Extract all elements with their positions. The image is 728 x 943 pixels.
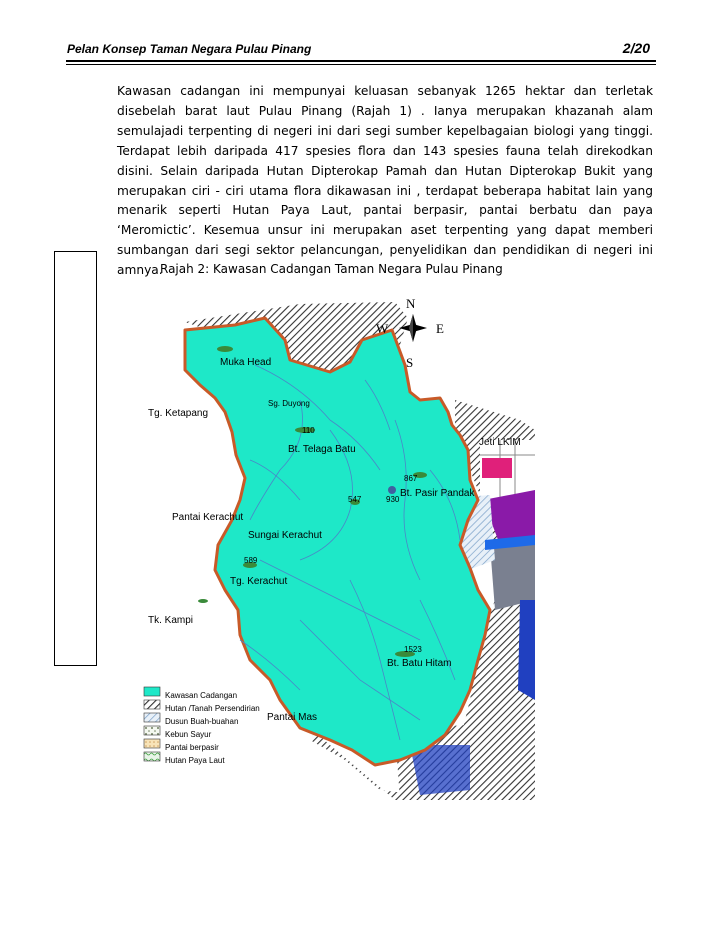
page-number: 2/20: [622, 40, 650, 56]
label-elev-589: 589: [244, 556, 258, 565]
compass-east: E: [436, 321, 444, 336]
label-sg-duyong: Sg. Duyong: [268, 399, 310, 408]
label-elev-930: 930: [386, 495, 400, 504]
label-tk-kampi: Tk. Kampi: [148, 615, 194, 626]
label-elev-1523: 1523: [404, 645, 422, 654]
magenta-block: [482, 458, 512, 478]
label-muka-head: Muka Head: [220, 357, 272, 368]
legend-label-2: Dusun Buah-buahan: [165, 717, 239, 726]
map-caption: Rajah 2: Kawasan Cadangan Taman Negara Pulau Pinang: [160, 262, 503, 276]
label-elev-867: 867: [404, 474, 418, 483]
legend-swatch-private: [144, 700, 160, 709]
legend-label-0: Kawasan Cadangan: [165, 691, 238, 700]
label-tg-kerachut: Tg. Kerachut: [230, 576, 288, 587]
legend-label-3: Kebun Sayur: [165, 730, 212, 739]
legend-label-1: Hutan /Tanah Persendirian: [165, 704, 260, 713]
compass-south: S: [406, 355, 414, 370]
legend-swatch-vegetable: [144, 726, 160, 735]
legend-swatch-sand: [144, 739, 160, 748]
label-sungai-kerachut: Sungai Kerachut: [248, 530, 322, 541]
label-pantai-kerachut: Pantai Kerachut: [172, 512, 244, 523]
label-pantai-mas: Pantai Mas: [267, 712, 318, 723]
body-paragraph: Kawasan cadangan ini mempunyai keluasan sebanyak 1265 hektar dan terletak disebelah barat laut Pulau Pinang (Rajah 1) . Ianya merupakan khazanah alam semulajadi terpenting di negeri ini dari segi sumber kepelbagaian biologi yang tinggi. Terdapat lebih daripada 417 spesies flora dan 143 spesies fauna telah direkodkan disini. Selain daripada Hutan Dipterokap Pamah dan Hutan Dipterokap Bukit yang merupakan ciri - ciri utama flora dikawasan ini , terdapat beberapa habitat lain yang menarik seperti Hutan Paya Laut, pantai berpasir, pantai berbatu dan paya ‘Meromictic’. Kesemua unsur ini merupakan aset terpenting yang dapat memberi sumbangan dari segi sektor pelancungan, penyelidikan dan pendidikan di negeri ini amnya.: [117, 84, 653, 278]
legend-label-4: Pantai berpasir: [165, 743, 219, 752]
label-bt-batu-hitam: Bt. Batu Hitam: [387, 658, 452, 669]
legend-swatch-mangrove: [144, 752, 160, 761]
label-bt-pasir-pandak: Bt. Pasir Pandak: [400, 488, 475, 499]
label-elev-110: 110: [302, 426, 315, 435]
legend-swatch-orchard: [144, 713, 160, 722]
document-header-title: Pelan Konsep Taman Negara Pulau Pinang: [67, 42, 312, 56]
compass-north: N: [406, 296, 416, 311]
label-jeti-lkim: Jeti LKIM: [479, 437, 521, 448]
compass-west: W: [376, 321, 389, 336]
label-elev-547: 547: [348, 495, 362, 504]
label-tg-ketapang: Tg. Ketapang: [148, 408, 209, 419]
label-bt-telaga-batu: Bt. Telaga Batu: [288, 444, 356, 455]
legend-swatch-reserve: [144, 687, 160, 696]
legend-label-5: Hutan Paya Laut: [165, 756, 225, 765]
map-legend: [144, 687, 260, 765]
